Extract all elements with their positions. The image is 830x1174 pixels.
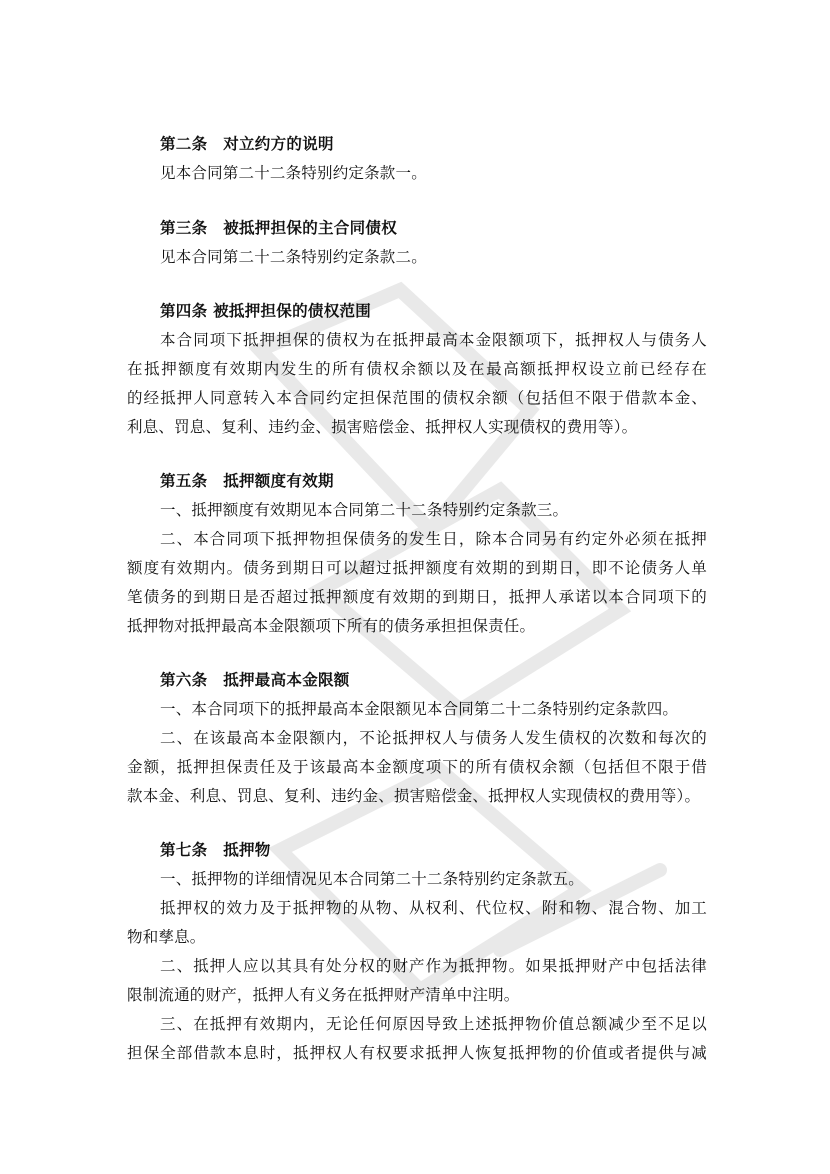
- article-7-line-6: 三、在抵押有效期内，无论任何原因导致上述抵押物价值总额减少至不足以: [160, 1015, 707, 1033]
- article-5-line-1: 一、抵押额度有效期见本合同第二十二条特别约定条款三。: [160, 501, 569, 519]
- article-4-line-2: 在抵押额度有效期内发生的所有债权余额以及在最高额抵押权设立前已经存在: [127, 360, 707, 378]
- article-4-title: 第四条 被抵押担保的债权范围: [160, 302, 372, 320]
- article-7-line-7: 担保全部借款本息时，抵押权人有权要求抵押人恢复抵押物的价值或者提供与减: [127, 1044, 707, 1062]
- article-7-line-4: 二、抵押人应以其具有处分权的财产作为抵押物。如果抵押财产中包括法律: [160, 957, 707, 975]
- article-4-line-3: 的经抵押人同意转入本合同约定担保范围的债权余额（包括但不限于借款本金、: [127, 389, 707, 407]
- article-3-line-1: 见本合同第二十二条特别约定条款二。: [160, 248, 427, 266]
- article-7-title: 第七条 抵押物: [160, 841, 271, 859]
- article-5-line-2: 二、本合同项下抵押物担保债务的发生日，除本合同另有约定外必须在抵押: [160, 530, 707, 548]
- article-3-title: 第三条 被抵押担保的主合同债权: [160, 219, 398, 237]
- article-2-line-1: 见本合同第二十二条特别约定条款一。: [160, 164, 427, 182]
- article-4-line-4: 利息、罚息、复利、违约金、损害赔偿金、抵押权人实现债权的费用等）。: [127, 418, 638, 436]
- article-6-title: 第六条 抵押最高本金限额: [160, 671, 350, 689]
- article-7-line-1: 一、抵押物的详细情况见本合同第二十二条特别约定条款五。: [160, 870, 584, 888]
- article-7-line-3: 物和孳息。: [127, 928, 206, 946]
- article-6-line-1: 一、本合同项下的抵押最高本金限额见本合同第二十二条特别约定条款四。: [160, 700, 679, 718]
- article-5-line-5: 抵押物对抵押最高本金限额项下所有的债务承担担保责任。: [127, 617, 536, 635]
- article-5-line-4: 笔债务的到期日是否超过抵押额度有效期的到期日，抵押人承诺以本合同项下的: [127, 588, 707, 606]
- article-6-line-4: 款本金、利息、罚息、复利、违约金、损害赔偿金、抵押权人实现债权的费用等）。: [127, 787, 701, 805]
- article-6-line-2: 二、在该最高本金限额内，不论抵押权人与债务人发生债权的次数和每次的: [160, 729, 707, 747]
- article-5-line-3: 额度有效期内。债务到期日可以超过抵押额度有效期的到期日，即不论债务人单: [127, 559, 707, 577]
- article-7-line-5: 限制流通的财产，抵押人有义务在抵押财产清单中注明。: [127, 986, 520, 1004]
- article-4-line-1: 本合同项下抵押担保的债权为在抵押最高本金限额项下，抵押权人与债务人: [160, 331, 707, 349]
- article-2-title: 第二条 对立约方的说明: [160, 135, 334, 153]
- article-6-line-3: 金额，抵押担保责任及于该最高本金额度项下的所有债权余额（包括但不限于借: [127, 758, 707, 776]
- article-5-title: 第五条 抵押额度有效期: [160, 472, 334, 490]
- article-7-line-2: 抵押权的效力及于抵押物的从物、从权利、代位权、附和物、混合物、加工: [160, 899, 707, 917]
